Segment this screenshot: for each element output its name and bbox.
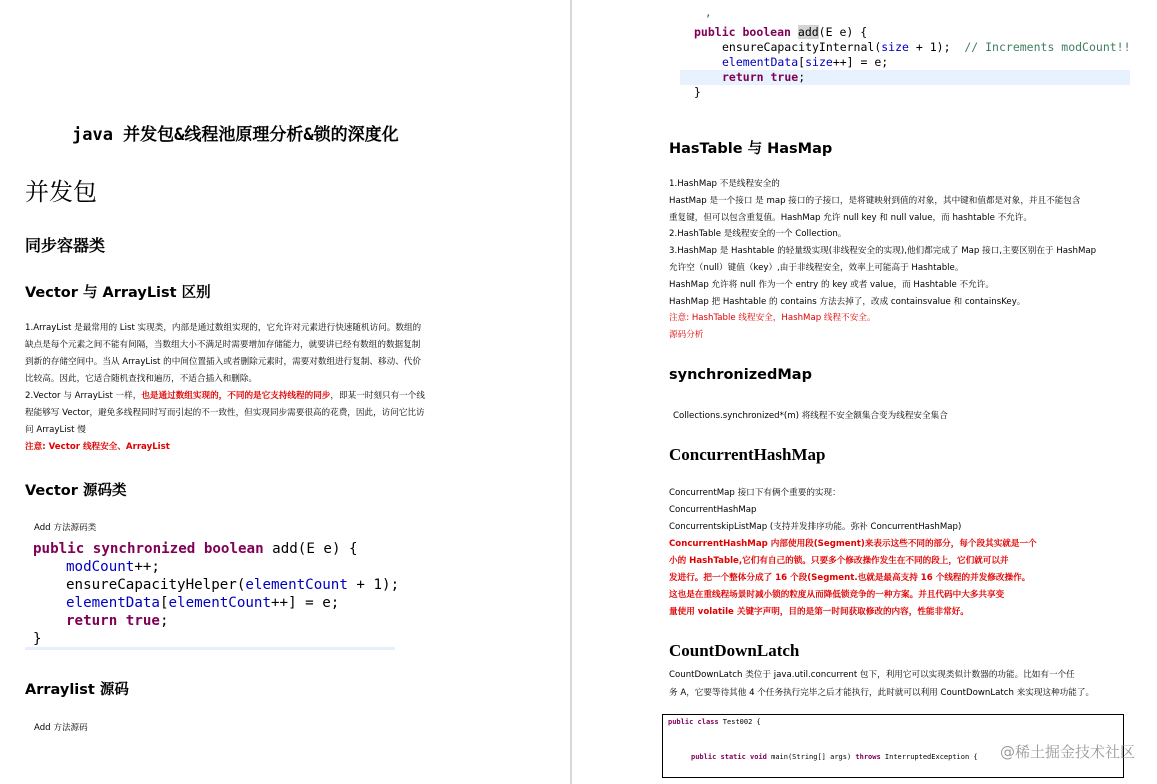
code-line: } [694, 85, 701, 99]
code-line [33, 594, 399, 612]
code-text: + 1); [908, 40, 951, 54]
heading-concurrent-hashmap: ConcurrentHashMap [669, 445, 826, 464]
code-line [33, 558, 399, 576]
paragraph-line: ConcurrentMap 接口下有俩个重要的实现： [669, 488, 841, 498]
countdownlatch-paragraph [669, 666, 1139, 702]
code-text: [ [159, 595, 169, 611]
code-text: [ [798, 55, 806, 69]
add-method-label-2: Add 方法源码 [34, 723, 88, 733]
keyword: throws [855, 753, 881, 761]
keyword: public [694, 25, 736, 39]
paragraph-line: 允许空（null）键值（key）,由于非线程安全，效率上可能高于 Hashtable。 [669, 262, 964, 273]
keyword: class [697, 718, 719, 726]
heading-arraylist-source: Arraylist 源码 [25, 682, 129, 698]
code-line [694, 70, 1131, 85]
arraylist-paragraph [25, 320, 545, 456]
paragraph-line: 程能够写 Vector，避免多线程同时写而引起的不一致性，但实现同步需要很高的花费，因此，访问它比访 [25, 408, 425, 418]
paragraph-line: 问 ArrayList 慢 [25, 425, 86, 435]
note-text: 注意: Vector 线程安全、ArrayList [25, 442, 170, 452]
watermark: @稀土掘金技术社区 [999, 743, 1135, 761]
code-text: main(String[] args) [766, 753, 856, 761]
red-paragraph-line: 小的 HashTable,它们有自己的锁。只要多个修改操作发生在不同的段上，它们就可以并 [669, 556, 1009, 566]
code-text: ++; [134, 559, 160, 575]
code-line [33, 540, 399, 558]
code-text: InterruptedException { [880, 753, 978, 761]
paragraph-line: ConcurrentHashMap [669, 505, 757, 515]
paragraph-line: HastMap 是一个接口 是 map 接口的子接口，是将键映射到值的对象，其中键和值都是对象，并且不能包含 [669, 195, 1081, 206]
keyword: boolean [742, 25, 791, 39]
code-text: Test002 { [718, 718, 761, 726]
heading-hashtable-hashmap: HasTable 与 HasMap [669, 141, 833, 157]
heading-sync-containers: 同步容器类 [25, 236, 106, 255]
code-line [33, 576, 399, 594]
field: elementCount [168, 595, 272, 611]
paragraph-line: 缺点是每个元素之间不能有间隔，当数组大小不满足时需要增加存储能力，就要讲已经有数组的数据复制 [25, 340, 421, 350]
paragraph-line: 3.HashMap 是 Hashtable 的轻量级实现(非线程安全的实现),他们都完成了 Map 接口,主要区别在于 HashMap [669, 246, 1097, 257]
paragraph-line: 2.HashTable 是线程安全的一个 Collection。 [669, 229, 847, 240]
paragraph-line: 1.ArrayList 是最常用的 List 实现类，内部是通过数组实现的，它允许对元素进行快速随机访问。数组的 [25, 323, 422, 333]
code-text: + 1); [347, 577, 400, 593]
field: elementData [722, 55, 799, 69]
heading-synchronized-map: synchronizedMap [669, 367, 812, 383]
keyword: public [691, 753, 717, 761]
paragraph-line: CountDownLatch 类位于 java.util.concurrent 包下，利用它可以实现类似计数器的功能。比如有一个任 [669, 670, 1075, 680]
hashtable-paragraph [669, 176, 1139, 344]
text-run: 2.Vector 与 ArrayList 一样， [25, 391, 142, 401]
field: elementData [66, 595, 160, 611]
field: size [881, 40, 909, 54]
code-line: } [33, 631, 42, 647]
paragraph-line: 比较高。因此，它适合随机查找和遍历，不适合插入和删除。 [25, 374, 258, 384]
paragraph-line: HashMap 允许将 null 作为一个 entry 的 key 或者 value，而 Hashtable 不允许。 [669, 279, 994, 290]
method-name: add [797, 25, 819, 39]
code-text: ++] = e; [832, 55, 889, 69]
paragraph-line: HashMap 把 Hashtable 的 contains 方法去掉了，改成 containsvalue 和 containsKey。 [669, 296, 1026, 307]
highlight-text: 也是通过数组实现的，不同的是它支持线程的同步 [141, 391, 331, 401]
left-page [0, 0, 570, 784]
red-paragraph-line: 量使用 volatile 关键字声明，目的是第一时间获取修改的内容，性能非常好。 [669, 607, 969, 617]
synchronized-map-text: Collections.synchronized*(m) 将线程不安全额集合变为线程安全集合 [673, 411, 948, 421]
concurrent-hashmap-paragraph [669, 485, 1139, 621]
red-paragraph-line: ConcurrentHashMap 内部使用段(Segment)来表示这些不同的部分，每个段其实就是一个 [669, 539, 1037, 549]
arraylist-code-block [694, 25, 1131, 100]
code-underline [25, 647, 395, 650]
code-text: ensureCapacityHelper( [66, 577, 246, 593]
paragraph-line: 重复键，但可以包含重复值。HashMap 允许 null key 和 null value，而 hashtable 不允许。 [669, 212, 1032, 223]
code-text: ++] = e; [271, 595, 340, 611]
heading-vector-source: Vector 源码类 [25, 483, 127, 499]
red-paragraph-line: 发进行。把一个整体分成了 16 个段(Segment.也就是最高支持 16 个线程的并发修改操作。 [669, 573, 1031, 583]
heading-concurrent-package: 并发包 [25, 178, 97, 206]
paragraph-line: 务 A，它要等待其他 4 个任务执行完毕之后才能执行，此时就可以利用 CountDownLatch 来实现这种功能了。 [669, 688, 1095, 698]
heading-vector-vs-arraylist: Vector 与 ArrayList 区别 [25, 285, 211, 301]
red-paragraph-line: 这也是在重线程场景时减小锁的粒度从而降低锁竞争的一种方案。并且代码中大多共享变 [669, 590, 1005, 600]
text-run: ，即某一时刻只有一个线 [330, 391, 425, 401]
keyword: static [720, 753, 746, 761]
code-fragment: , [705, 6, 712, 19]
paragraph-line: 到新的存储空间中。当从 ArrayList 的中间位置插入或者删除元素时，需要对数组进行复制、移动、代价 [25, 357, 421, 367]
code-line [668, 718, 761, 726]
keyword: true [770, 70, 799, 84]
vector-code-block [33, 540, 399, 648]
field: size [805, 55, 833, 69]
keyword: void [750, 753, 767, 761]
keyword: true [125, 613, 160, 629]
code-text: add(E e) { [263, 541, 358, 557]
keyword: public [33, 541, 85, 557]
keyword: synchronized [92, 541, 196, 557]
paragraph-line: 1.HashMap 不是线程安全的 [669, 179, 780, 189]
code-line [694, 40, 1131, 55]
code-line [691, 753, 978, 761]
keyword: return [722, 70, 764, 84]
field: modCount [66, 559, 135, 575]
code-line [694, 25, 1131, 40]
code-text: ; [159, 613, 169, 629]
field: elementCount [245, 577, 348, 593]
add-method-label: Add 方法源码类 [34, 523, 97, 533]
comment: // Increments modCount!! [964, 40, 1131, 54]
note-text: 注意: HashTable 线程安全，HashMap 线程不安全。 [669, 313, 876, 324]
heading-countdownlatch: CountDownLatch [669, 641, 800, 660]
code-line [694, 55, 1131, 70]
vector-paragraph-line1 [25, 388, 545, 405]
code-text: ensureCapacityInternal( [722, 40, 882, 54]
document-title: java 并发包&线程池原理分析&锁的深度化 [72, 125, 399, 145]
code-line [33, 612, 399, 630]
paragraph-line: ConcurrentskipListMap (支持并发排序功能。弥补 ConcurrentHashMap) [669, 522, 962, 532]
code-text: (E e) { [818, 25, 868, 39]
source-analysis-text: 源码分析 [669, 330, 704, 341]
keyword: boolean [203, 541, 264, 557]
code-text: ; [798, 70, 806, 84]
keyword: return [66, 613, 118, 629]
keyword: public [668, 718, 694, 726]
